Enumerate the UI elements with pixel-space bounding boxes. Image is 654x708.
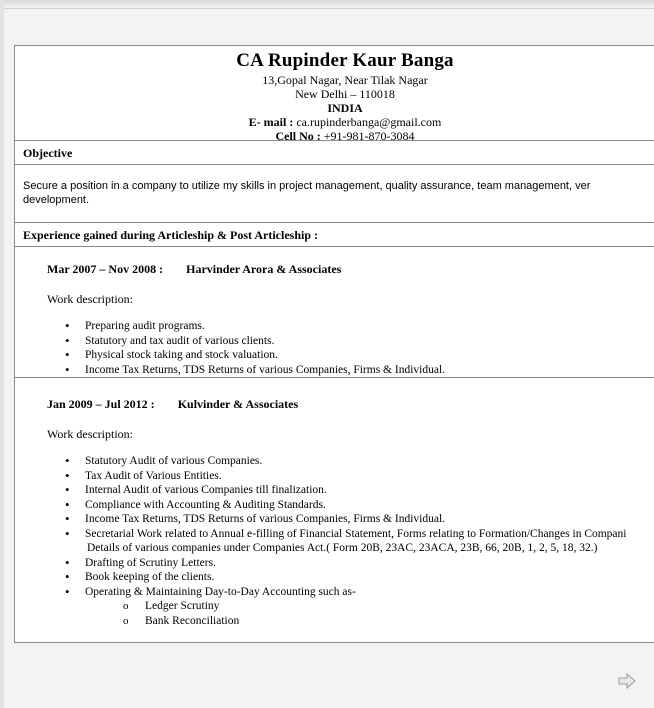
window-left-edge bbox=[0, 0, 4, 708]
sub-list-item: o Ledger Scrutiny bbox=[123, 599, 626, 614]
list-item-continuation: Details of various companies under Companies Act.( Form 20B, 23AC, 23ACA, 23B, 66, 20B, 1, 2, 5, 18, 32.) bbox=[87, 542, 598, 554]
list-item bbox=[65, 585, 626, 629]
job-1-firm: Harvinder Arora & Associates bbox=[186, 262, 342, 276]
country: INDIA bbox=[327, 101, 363, 115]
sub-list-item: o Bank Reconciliation bbox=[123, 614, 626, 629]
list-item: • Compliance with Accounting & Auditing Standards. bbox=[65, 498, 626, 513]
experience-heading: Experience gained during Articleship & Post Articleship : bbox=[23, 228, 318, 242]
list-item: • Secretarial Work related to Annual e-filling of Financial Statement, Forms relating to Formation/Changes in Compani bbox=[65, 527, 626, 542]
objective-text-line-1: Secure a position in a company to utilize my skills in project management, quality assurance, team management, ver bbox=[23, 180, 591, 192]
job-1-heading bbox=[47, 262, 341, 277]
divider bbox=[15, 222, 654, 223]
next-arrow-icon[interactable] bbox=[618, 673, 636, 689]
cell-value: +91-981-870-3084 bbox=[323, 129, 415, 143]
list-item: • Drafting of Scrutiny Letters. bbox=[65, 556, 626, 571]
accounting-sublist bbox=[85, 599, 626, 628]
job-1-duties bbox=[65, 319, 445, 377]
objective-heading: Objective bbox=[23, 146, 73, 160]
candidate-name: CA Rupinder Kaur Banga bbox=[236, 50, 454, 71]
window-top-bar bbox=[0, 0, 654, 9]
email-label: E- mail : bbox=[248, 115, 294, 129]
list-item-text: Operating & Maintaining Day-to-Day Accounting such as- bbox=[85, 585, 356, 598]
job-1-period: Mar 2007 – Nov 2008 : bbox=[47, 262, 164, 276]
list-item: • Tax Audit of Various Entities. bbox=[65, 469, 626, 484]
email-value[interactable]: ca.rupinderbanga@gmail.com bbox=[296, 115, 442, 129]
cell-label: Cell No : bbox=[275, 129, 321, 143]
list-item: • Statutory Audit of various Companies. bbox=[65, 454, 626, 469]
divider bbox=[15, 246, 654, 247]
resume-header bbox=[15, 46, 654, 143]
email-line bbox=[15, 115, 654, 129]
resume-document bbox=[14, 45, 654, 643]
list-item: • Internal Audit of various Companies till finalization. bbox=[65, 483, 626, 498]
list-item: • Statutory and tax audit of various clients. bbox=[65, 334, 445, 349]
list-item: • Income Tax Returns, TDS Returns of various Companies, Firms & Individual. bbox=[65, 512, 626, 527]
list-item: • Preparing audit programs. bbox=[65, 319, 445, 334]
address-line-1: 13,Gopal Nagar, Near Tilak Nagar bbox=[262, 73, 428, 87]
job-2-period: Jan 2009 – Jul 2012 : bbox=[47, 397, 155, 411]
job-2-work-label: Work description: bbox=[47, 427, 134, 441]
list-item: • Book keeping of the clients. bbox=[65, 570, 626, 585]
list-item: • Income Tax Returns, TDS Returns of various Companies, Firms & Individual. bbox=[65, 363, 445, 378]
job-1-work-label: Work description: bbox=[47, 292, 134, 306]
divider bbox=[15, 164, 654, 165]
list-item: • Physical stock taking and stock valuation. bbox=[65, 348, 445, 363]
job-2-firm: Kulvinder & Associates bbox=[177, 397, 299, 411]
job-2-duties bbox=[65, 454, 626, 628]
divider bbox=[15, 377, 654, 378]
divider bbox=[15, 140, 654, 141]
job-2-heading bbox=[47, 397, 298, 412]
address-line-2: New Delhi – 110018 bbox=[295, 87, 395, 101]
objective-text-line-2: development. bbox=[23, 194, 90, 206]
